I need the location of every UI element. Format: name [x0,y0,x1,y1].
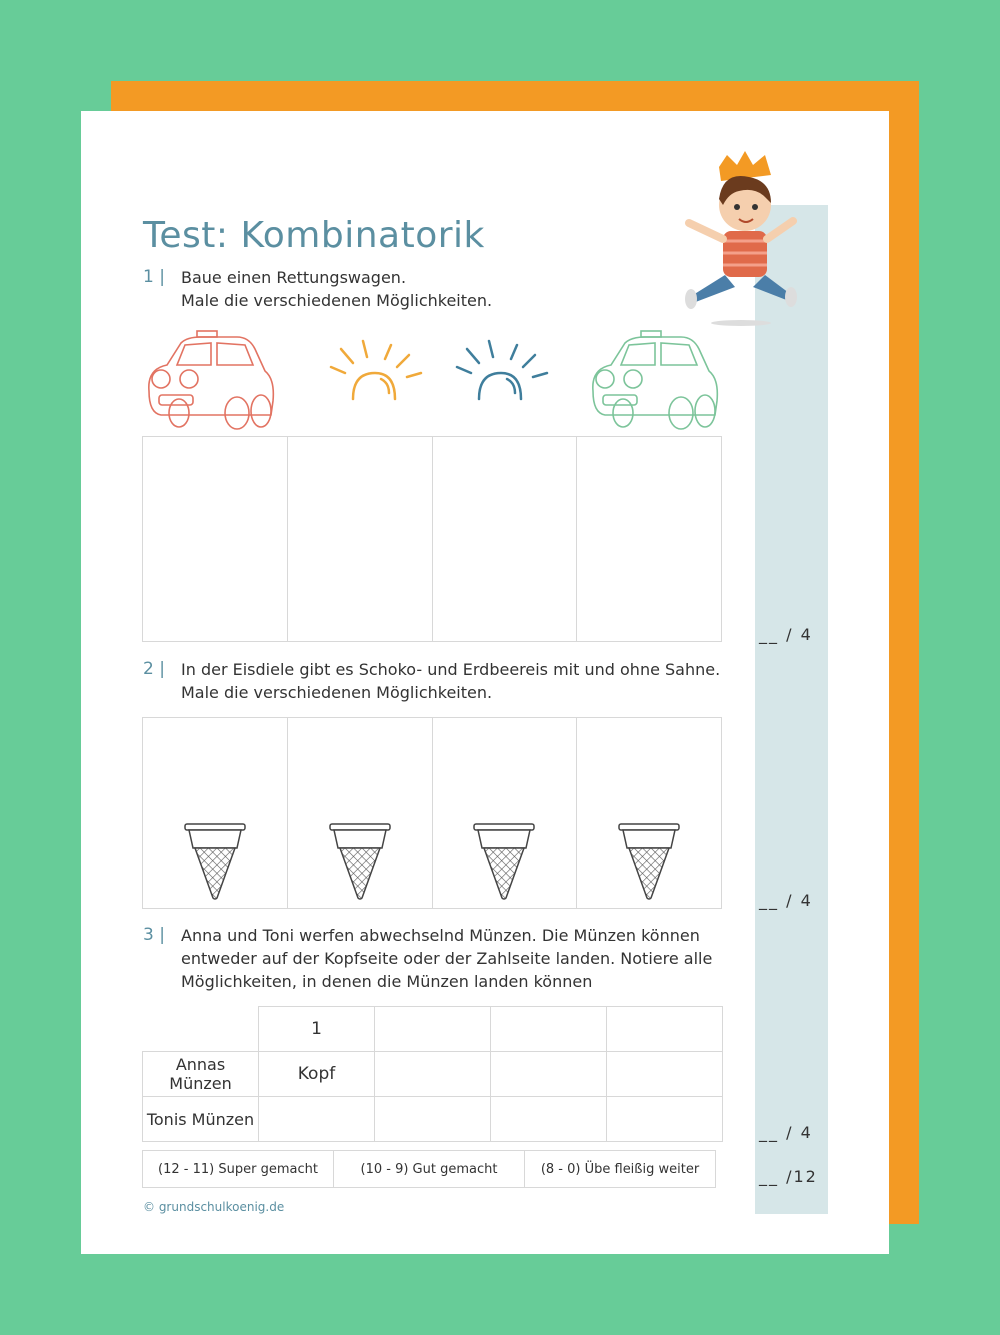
drawing-box[interactable] [288,718,433,908]
table-cell[interactable] [491,1052,607,1097]
drawing-box[interactable] [143,718,288,908]
answer-grid-1 [142,436,722,642]
table-cell[interactable] [375,1097,491,1142]
legend-item: (10 - 9) Gut gemacht [334,1151,525,1187]
table-row [143,1052,723,1097]
red-car-illustration [141,329,277,431]
orange-siren-illustration [329,339,425,403]
score-q3: __ / 4 [759,1123,813,1142]
table-row [143,1097,723,1142]
table-header-cell[interactable] [491,1007,607,1052]
table-header-cell: 1 [259,1007,375,1052]
score-q1: __ / 4 [759,625,813,644]
score-q2: __ / 4 [759,891,813,910]
ice-cone-icon [472,822,536,902]
table-header-cell[interactable] [607,1007,723,1052]
question-2-text [181,658,720,704]
ice-cone-icon [617,822,681,902]
drawing-box[interactable] [577,437,721,641]
question-1-number: 1 | [143,267,165,287]
question-3-line1: Anna und Toni werfen abwechselnd Münzen. Die Münzen können [181,926,700,945]
question-3-text [181,924,712,993]
drawing-box[interactable] [433,718,578,908]
legend-item: (8 - 0) Übe fleißig weiter [540,1161,700,1177]
table-header-cell[interactable] [375,1007,491,1052]
coin-table [142,1006,723,1142]
drawing-box[interactable] [288,437,433,641]
question-2-number: 2 | [143,659,165,679]
row-label-toni: Tonis Münzen [143,1097,259,1142]
table-cell[interactable] [607,1097,723,1142]
answer-grid-2 [142,717,722,909]
question-1-text [181,266,492,312]
score-sidebar [755,205,828,1214]
boy-mascot-illustration [679,147,799,327]
table-cell[interactable] [491,1097,607,1142]
grading-legend [142,1150,716,1188]
question-3-line2: entweder auf der Kopfseite oder der Zahlseite landen. Notiere alle [181,949,713,968]
total-score: __ /12 [759,1167,818,1186]
copyright-text: © grundschulkoenig.de [143,1200,285,1214]
drawing-box[interactable] [433,437,578,641]
table-row [143,1007,723,1052]
legend-item: (12 - 11) Super gemacht [143,1151,334,1187]
green-car-illustration [585,327,721,431]
question-1-line2: Male die verschiedenen Möglichkeiten. [181,291,493,310]
question-3-line3: Möglichkeiten, in denen die Münzen landen können [181,972,593,991]
page-title: Test: Kombinatorik [143,215,485,256]
ice-cone-icon [183,822,247,902]
ice-cone-icon [328,822,392,902]
blue-siren-illustration [455,339,551,403]
drawing-box[interactable] [577,718,721,908]
table-cell[interactable] [259,1097,375,1142]
question-3-number: 3 | [143,925,165,945]
table-cell: Kopf [259,1052,375,1097]
question-1-line1: Baue einen Rettungswagen. [181,268,407,287]
table-cell[interactable] [607,1052,723,1097]
worksheet [81,111,889,1254]
question-2-line2: Male die verschiedenen Möglichkeiten. [181,683,493,702]
row-label-anna: Annas Münzen [143,1052,259,1097]
question-2-line1: In der Eisdiele gibt es Schoko- und Erdbeereis mit und ohne Sahne. [181,660,721,679]
drawing-box[interactable] [143,437,288,641]
table-corner [143,1007,259,1052]
table-cell[interactable] [375,1052,491,1097]
